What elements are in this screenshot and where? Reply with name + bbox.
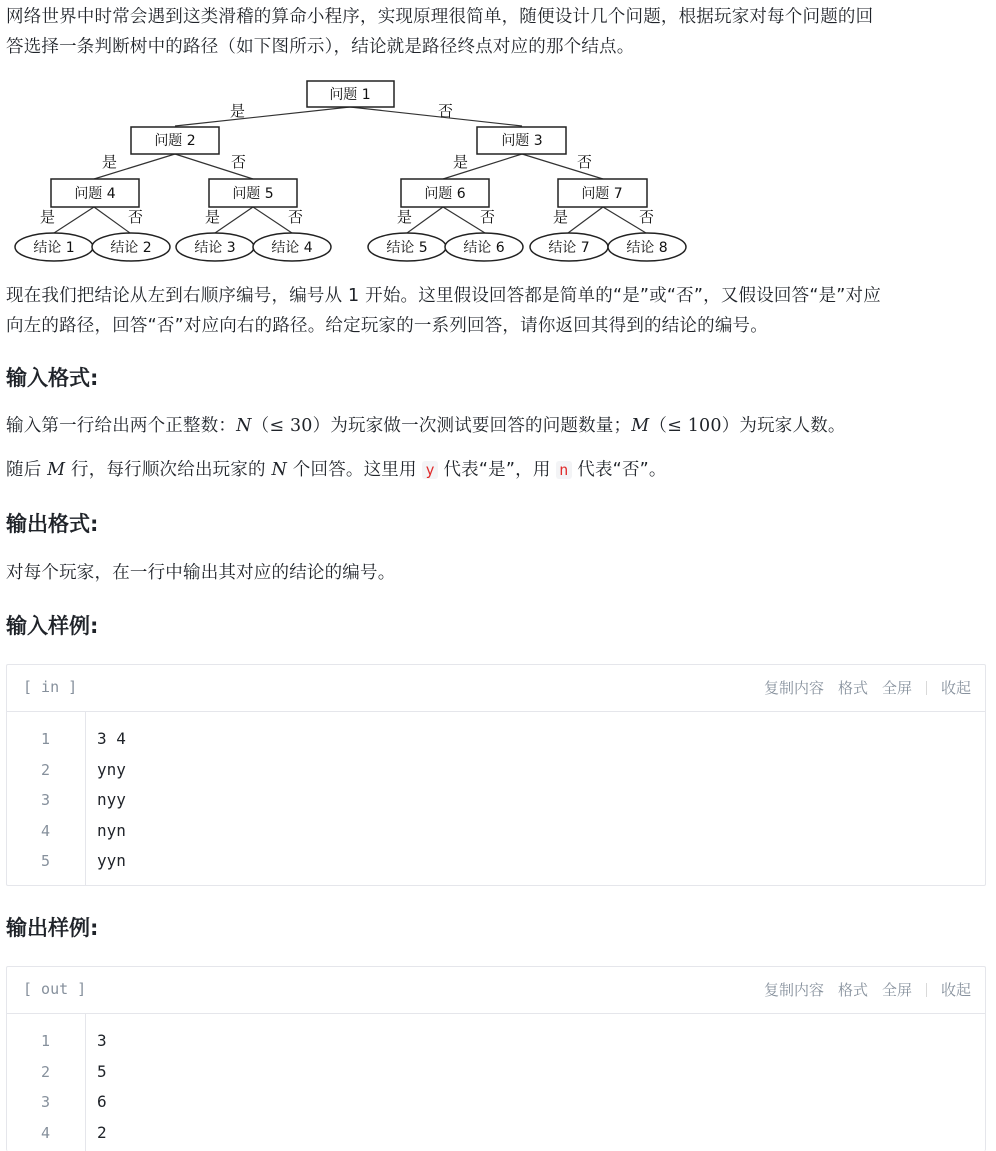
conclusion-node-7	[530, 233, 608, 261]
input-format-line-1	[6, 411, 990, 441]
inline-code-y: y	[422, 461, 437, 479]
conclusion-node-label: 结论 1	[33, 240, 75, 256]
line-number: 4	[41, 1123, 51, 1142]
fullscreen-button[interactable]: 全屏	[881, 679, 912, 697]
conclusion-node-label: 结论 4	[271, 240, 313, 256]
code-lines[interactable]	[86, 1014, 107, 1151]
edge-label-yes: 是	[553, 208, 569, 226]
text-span: （	[649, 416, 668, 436]
line-number-gutter	[7, 712, 86, 885]
line-number: 2	[41, 1062, 51, 1081]
code-line: 6	[97, 1092, 107, 1111]
edge-label-no: 否	[438, 102, 454, 120]
edge-label-no: 否	[231, 153, 247, 171]
copy-button[interactable]: 复制内容	[763, 679, 824, 697]
code-line: 5	[97, 1061, 107, 1081]
code-line: yyn	[97, 851, 126, 870]
text-span: 行，每行顺次给出玩家的	[65, 460, 272, 480]
code-lines[interactable]	[86, 712, 126, 885]
sample-output-heading: 输出样例:	[6, 916, 99, 940]
fullscreen-button[interactable]: 全屏	[881, 981, 912, 999]
question-node-label: 问题 3	[501, 133, 543, 149]
question-node-label: 问题 2	[154, 133, 196, 149]
line-number: 2	[41, 760, 51, 779]
description-line-1: 现在我们把结论从左到右顺序编号，编号从 1 开始。这里假设回答都是简单的“是”或“否”，又假设回答“是”对应	[6, 286, 881, 306]
math-var-m: M	[47, 460, 66, 480]
math-bound-n: ≤ 30	[269, 416, 313, 436]
conclusion-node-3	[176, 233, 254, 261]
description-paragraph	[6, 281, 990, 341]
edge-label-no: 否	[128, 208, 144, 226]
conclusion-node-6	[445, 233, 523, 261]
input-format-line-2	[6, 455, 990, 485]
edge-label-yes: 是	[453, 153, 469, 171]
code-line: 3	[97, 1031, 107, 1050]
codebox-tag: [ out ]	[23, 980, 87, 998]
codebox-body	[7, 712, 985, 885]
line-number-gutter	[7, 1014, 86, 1151]
line-number: 3	[41, 1093, 51, 1111]
edge-label-yes: 是	[397, 208, 413, 226]
output-format-heading: 输出格式:	[6, 512, 99, 536]
conclusion-node-8	[608, 233, 686, 261]
line-number: 5	[41, 852, 51, 870]
copy-button[interactable]: 复制内容	[763, 981, 824, 999]
edge-label-no: 否	[480, 208, 496, 226]
text-span: 代表“否”。	[571, 460, 667, 480]
conclusion-node-label: 结论 2	[110, 240, 152, 256]
intro-line-2: 答选择一条判断树中的路径（如下图所示），结论就是路径终点对应的那个结点。	[6, 37, 635, 57]
math-var-m: M	[631, 416, 650, 436]
codebox-toolbar	[750, 979, 971, 1000]
code-line: 3 4	[97, 729, 126, 748]
text-span: 输入第一行给出两个正整数：	[6, 416, 237, 436]
question-node-1	[307, 81, 394, 107]
decision-tree-diagram	[10, 76, 690, 272]
output-format-text: 对每个玩家，在一行中输出其对应的结论的编号。	[6, 563, 396, 583]
toolbar-divider	[926, 681, 927, 695]
conclusion-node-5	[368, 233, 446, 261]
edge-label-yes: 是	[230, 102, 246, 120]
code-line: 2	[97, 1122, 107, 1142]
question-node-5	[209, 179, 297, 207]
conclusion-node-label: 结论 3	[194, 240, 236, 256]
codebox-header	[7, 967, 985, 1014]
code-line: yny	[97, 759, 126, 779]
codebox-toolbar	[750, 677, 971, 698]
text-span: ）为玩家人数。	[721, 416, 846, 436]
sample-output-codebox	[6, 966, 986, 1151]
text-span: 个回答。这里用	[287, 460, 423, 480]
math-var-n: N	[271, 460, 288, 480]
edge-label-yes: 是	[205, 208, 221, 226]
conclusion-node-label: 结论 6	[463, 240, 505, 256]
code-line: nyy	[97, 790, 126, 809]
codebox-header	[7, 665, 985, 712]
math-var-n: N	[236, 416, 252, 436]
question-node-label: 问题 1	[329, 87, 371, 103]
inline-code-n: n	[556, 461, 571, 479]
question-node-label: 问题 6	[424, 186, 466, 202]
collapse-button[interactable]: 收起	[940, 679, 971, 697]
text-span: ）为玩家做一次测试要回答的问题数量；	[312, 416, 632, 436]
conclusion-node-1	[15, 233, 93, 261]
text-span: 随后	[6, 460, 48, 480]
sample-input-heading: 输入样例:	[6, 614, 99, 638]
question-node-label: 问题 4	[74, 186, 116, 202]
question-node-label: 问题 5	[232, 186, 274, 202]
text-span: （	[251, 416, 270, 436]
line-number: 1	[41, 1032, 51, 1050]
question-node-4	[51, 179, 139, 207]
question-node-label: 问题 7	[581, 186, 623, 202]
math-bound-m: ≤ 100	[667, 416, 722, 436]
format-button[interactable]: 格式	[837, 981, 868, 999]
description-line-2: 向左的路径，回答“否”对应向右的路径。给定玩家的一系列回答，请你返回其得到的结论的编号。	[6, 316, 768, 336]
line-number: 3	[41, 791, 51, 809]
line-number: 4	[41, 821, 51, 840]
edge-label-no: 否	[577, 153, 593, 171]
question-node-7	[558, 179, 647, 207]
conclusion-node-label: 结论 7	[548, 240, 590, 256]
conclusion-node-4	[253, 233, 331, 261]
input-format-heading: 输入格式:	[6, 366, 99, 390]
conclusion-node-2	[92, 233, 170, 261]
edge-label-no: 否	[639, 208, 655, 226]
intro-paragraph	[6, 2, 990, 62]
conclusion-node-label: 结论 5	[386, 240, 428, 256]
edge-label-no: 否	[288, 208, 304, 226]
line-number: 1	[41, 730, 51, 748]
question-node-6	[401, 179, 489, 207]
code-line: nyn	[97, 820, 126, 840]
collapse-button[interactable]: 收起	[940, 981, 971, 999]
codebox-tag: [ in ]	[23, 678, 78, 696]
toolbar-divider	[926, 983, 927, 997]
intro-line-1: 网络世界中时常会遇到这类滑稽的算命小程序，实现原理很简单，随便设计几个问题，根据玩家对每个问题的回	[6, 7, 874, 27]
edge-label-yes: 是	[102, 153, 118, 171]
codebox-body	[7, 1014, 985, 1151]
text-span: 代表“是”，用	[437, 460, 557, 480]
format-button[interactable]: 格式	[837, 679, 868, 697]
question-node-2	[131, 127, 219, 154]
question-node-3	[477, 127, 566, 154]
sample-input-codebox	[6, 664, 986, 886]
conclusion-node-label: 结论 8	[626, 240, 668, 256]
edge-label-yes: 是	[40, 208, 56, 226]
